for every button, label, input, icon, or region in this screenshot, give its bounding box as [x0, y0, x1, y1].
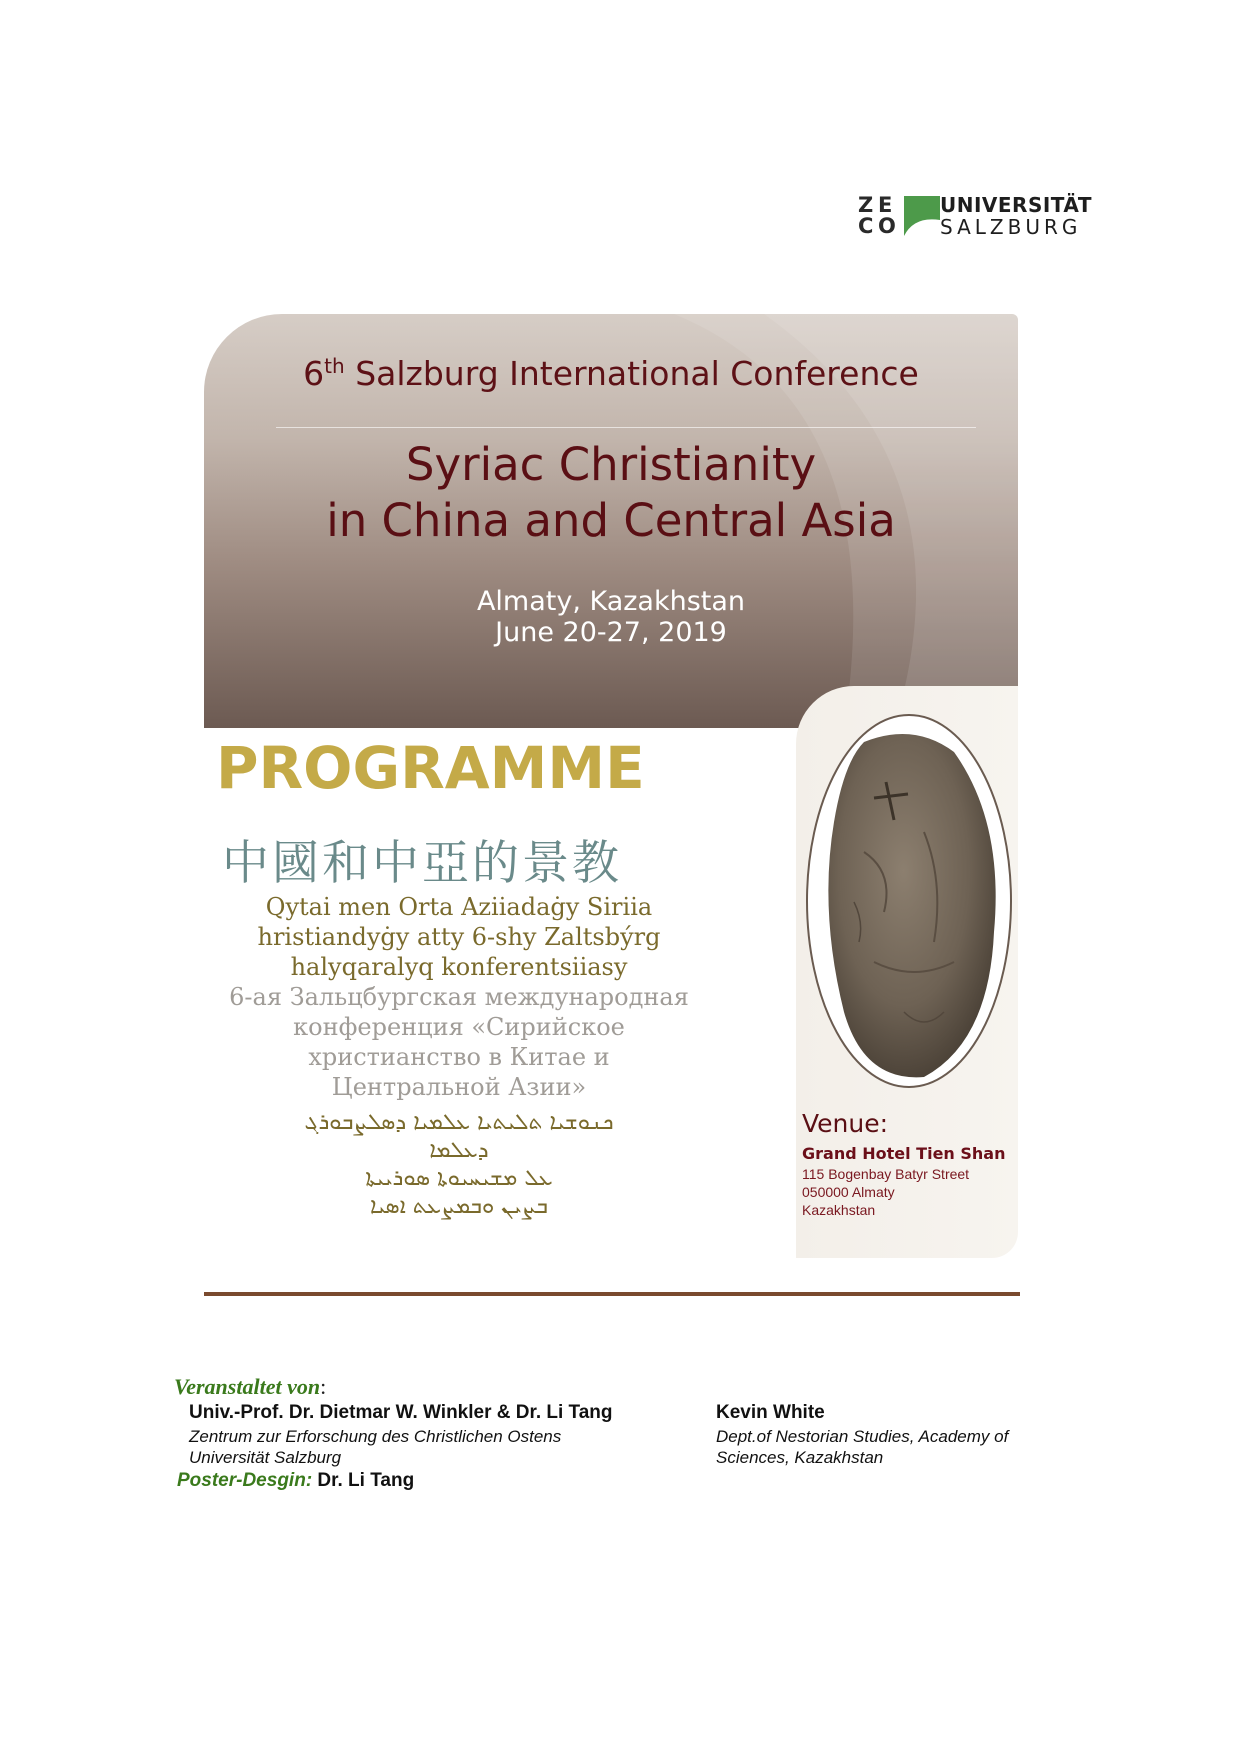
organiser-right-line-1: Dept.of Nestorian Studies, Academy of [716, 1427, 1009, 1446]
venue-name: Grand Hotel Tien Shan [802, 1144, 1006, 1163]
title-line-2: in China and Central Asia [326, 494, 896, 547]
university-logo-text [940, 194, 1092, 238]
stone-artifact-image [804, 712, 1014, 1090]
venue-address-line-2: 050000 Almaty [802, 1184, 895, 1200]
organised-by-colon: : [320, 1374, 327, 1399]
poster-design-label: Poster-Desgin [177, 1470, 306, 1491]
event-place: Almaty, Kazakhstan [476, 586, 746, 617]
organiser-right-name: Kevin White [716, 1402, 825, 1423]
syriac-line-1: ܟܢܘܫܝܐ ܬܠܝܬܝܐ ܥܠܡܝܐ ܕܣܠܨܒܘܪܓ [304, 1110, 614, 1135]
chinese-title: 中國和中亞的景教 [222, 836, 622, 891]
event-dates: June 20-27, 2019 [495, 617, 727, 648]
organised-by-text: Veranstaltet von [174, 1374, 321, 1399]
conference-name: Salzburg International Conference [355, 354, 919, 393]
venue-address-line-3: Kazakhstan [802, 1202, 876, 1218]
title-divider [276, 427, 976, 428]
venue-label [802, 1109, 888, 1138]
organiser-left-name: Univ.-Prof. Dr. Dietmar W. Winkler & Dr. Li Tang [189, 1402, 613, 1423]
organised-by-label [174, 1374, 326, 1400]
syriac-line-3: ܥܠ ܡܫܝܚܝܘܬܐ ܣܘܪܝܝܬܐ [365, 1166, 553, 1191]
edition-number: 6 [303, 354, 325, 393]
kazakh-line-2: hristiandyġy atty 6-shy Zaltsbýrg [257, 923, 661, 951]
kazakh-line-1: Qytai men Orta Aziiadaġy Siriia [265, 893, 653, 921]
syriac-line-2: ܕܥܠܡܐ [429, 1138, 489, 1163]
russian-line-4: Центральной Азии» [331, 1073, 587, 1101]
venue-address-line-1: 115 Bogenbay Batyr Street [802, 1166, 970, 1182]
zeco-letter-o: O [878, 214, 896, 238]
title-banner [204, 314, 1018, 728]
poster-design-value: Dr. Li Tang [317, 1470, 415, 1491]
zeco-letter-e: E [878, 193, 893, 217]
poster-bottom-rule [204, 1292, 1020, 1296]
zeco-letter-c: C [858, 214, 874, 238]
university-line1: UNIVERSITÄT [940, 193, 1092, 217]
kazakh-line-3: halyqaralyq konferentsiiasy [290, 953, 628, 981]
programme-heading: PROGRAMME [216, 734, 645, 802]
russian-line-3: христианство в Китае и [308, 1043, 610, 1071]
zeco-letter-z: Z [858, 193, 874, 217]
university-line2: SALZBURG [940, 215, 1082, 239]
organiser-left-line-1: Zentrum zur Erforschung des Christlichen Ostens [189, 1427, 562, 1446]
russian-line-1: 6-ая Зальцбургская международная [229, 983, 689, 1011]
venue-label-text: Venue [802, 1109, 880, 1138]
organiser-left-line-2: Universität Salzburg [189, 1448, 342, 1467]
conference-poster [204, 314, 1018, 1276]
conference-edition [204, 354, 1018, 393]
title-line-1: Syriac Christianity [405, 438, 817, 491]
zeco-logo [858, 195, 896, 237]
edition-suffix: th [324, 354, 345, 378]
venue-label-colon: : [879, 1109, 889, 1138]
russian-line-2: конференция «Сирийское [293, 1013, 625, 1041]
poster-design-colon: : [305, 1470, 313, 1491]
poster-design-credit [177, 1470, 414, 1492]
university-salzburg-mark-icon [904, 196, 940, 236]
syriac-line-4: ܒܨܝܢ ܘܒܡܨܥܬ ܐܣܝܐ [370, 1194, 548, 1219]
organiser-right-line-2: Sciences, Kazakhstan [716, 1448, 884, 1467]
